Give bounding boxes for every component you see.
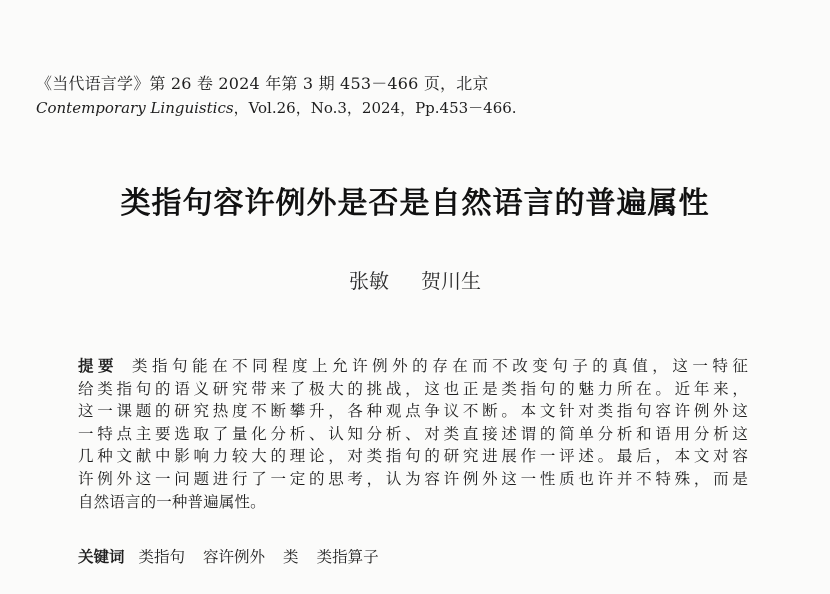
keywords-label: 关键词	[78, 548, 125, 566]
author-name: 贺川生	[421, 269, 481, 293]
abstract-text: 类指句能在不同程度上允许例外的存在而不改变句子的真值，这一特征	[132, 357, 748, 375]
keyword: 容许例外	[203, 548, 266, 566]
abstract-line: 几种文献中影响力较大的理论，对类指句的研究进展作一评述。最后，本文对容	[78, 447, 748, 466]
keywords	[78, 546, 397, 568]
keyword: 类指句	[138, 548, 186, 566]
journal-volume-info: ，Vol.26，No.3，2024，Pp.453－466.	[233, 99, 517, 117]
journal-citation-chinese: 《当代语言学》第 26 卷 2024 年第 3 期 453－466 页，北京	[36, 74, 489, 93]
abstract-line: 自然语言的一种普遍属性。	[78, 492, 266, 511]
abstract-line	[78, 355, 748, 378]
keyword: 类	[283, 548, 299, 566]
abstract	[78, 355, 748, 513]
abstract-line: 给类指句的语义研究带来了极大的挑战，这也正是类指句的魅力所在。近年来，	[78, 379, 748, 398]
journal-header	[36, 72, 796, 120]
journal-name-english: Contemporary Linguistics	[36, 99, 234, 117]
paper-title: 类指句容许例外是否是自然语言的普遍属性	[120, 186, 710, 221]
abstract-label: 提要	[78, 357, 119, 375]
abstract-line: 许例外这一问题进行了一定的思考，认为容许例外这一性质也许并不特殊，而是	[78, 469, 748, 488]
abstract-line: 这一课题的研究热度不断攀升，各种观点争议不断。本文针对类指句容许例外这	[78, 402, 748, 421]
abstract-line: 一特点主要选取了量化分析、认知分析、对类直接述谓的简单分析和语用分析这	[78, 424, 748, 443]
author-list	[0, 265, 830, 294]
keyword: 类指算子	[316, 548, 379, 566]
journal-citation-english	[36, 96, 796, 120]
author-name: 张敏	[349, 269, 389, 293]
